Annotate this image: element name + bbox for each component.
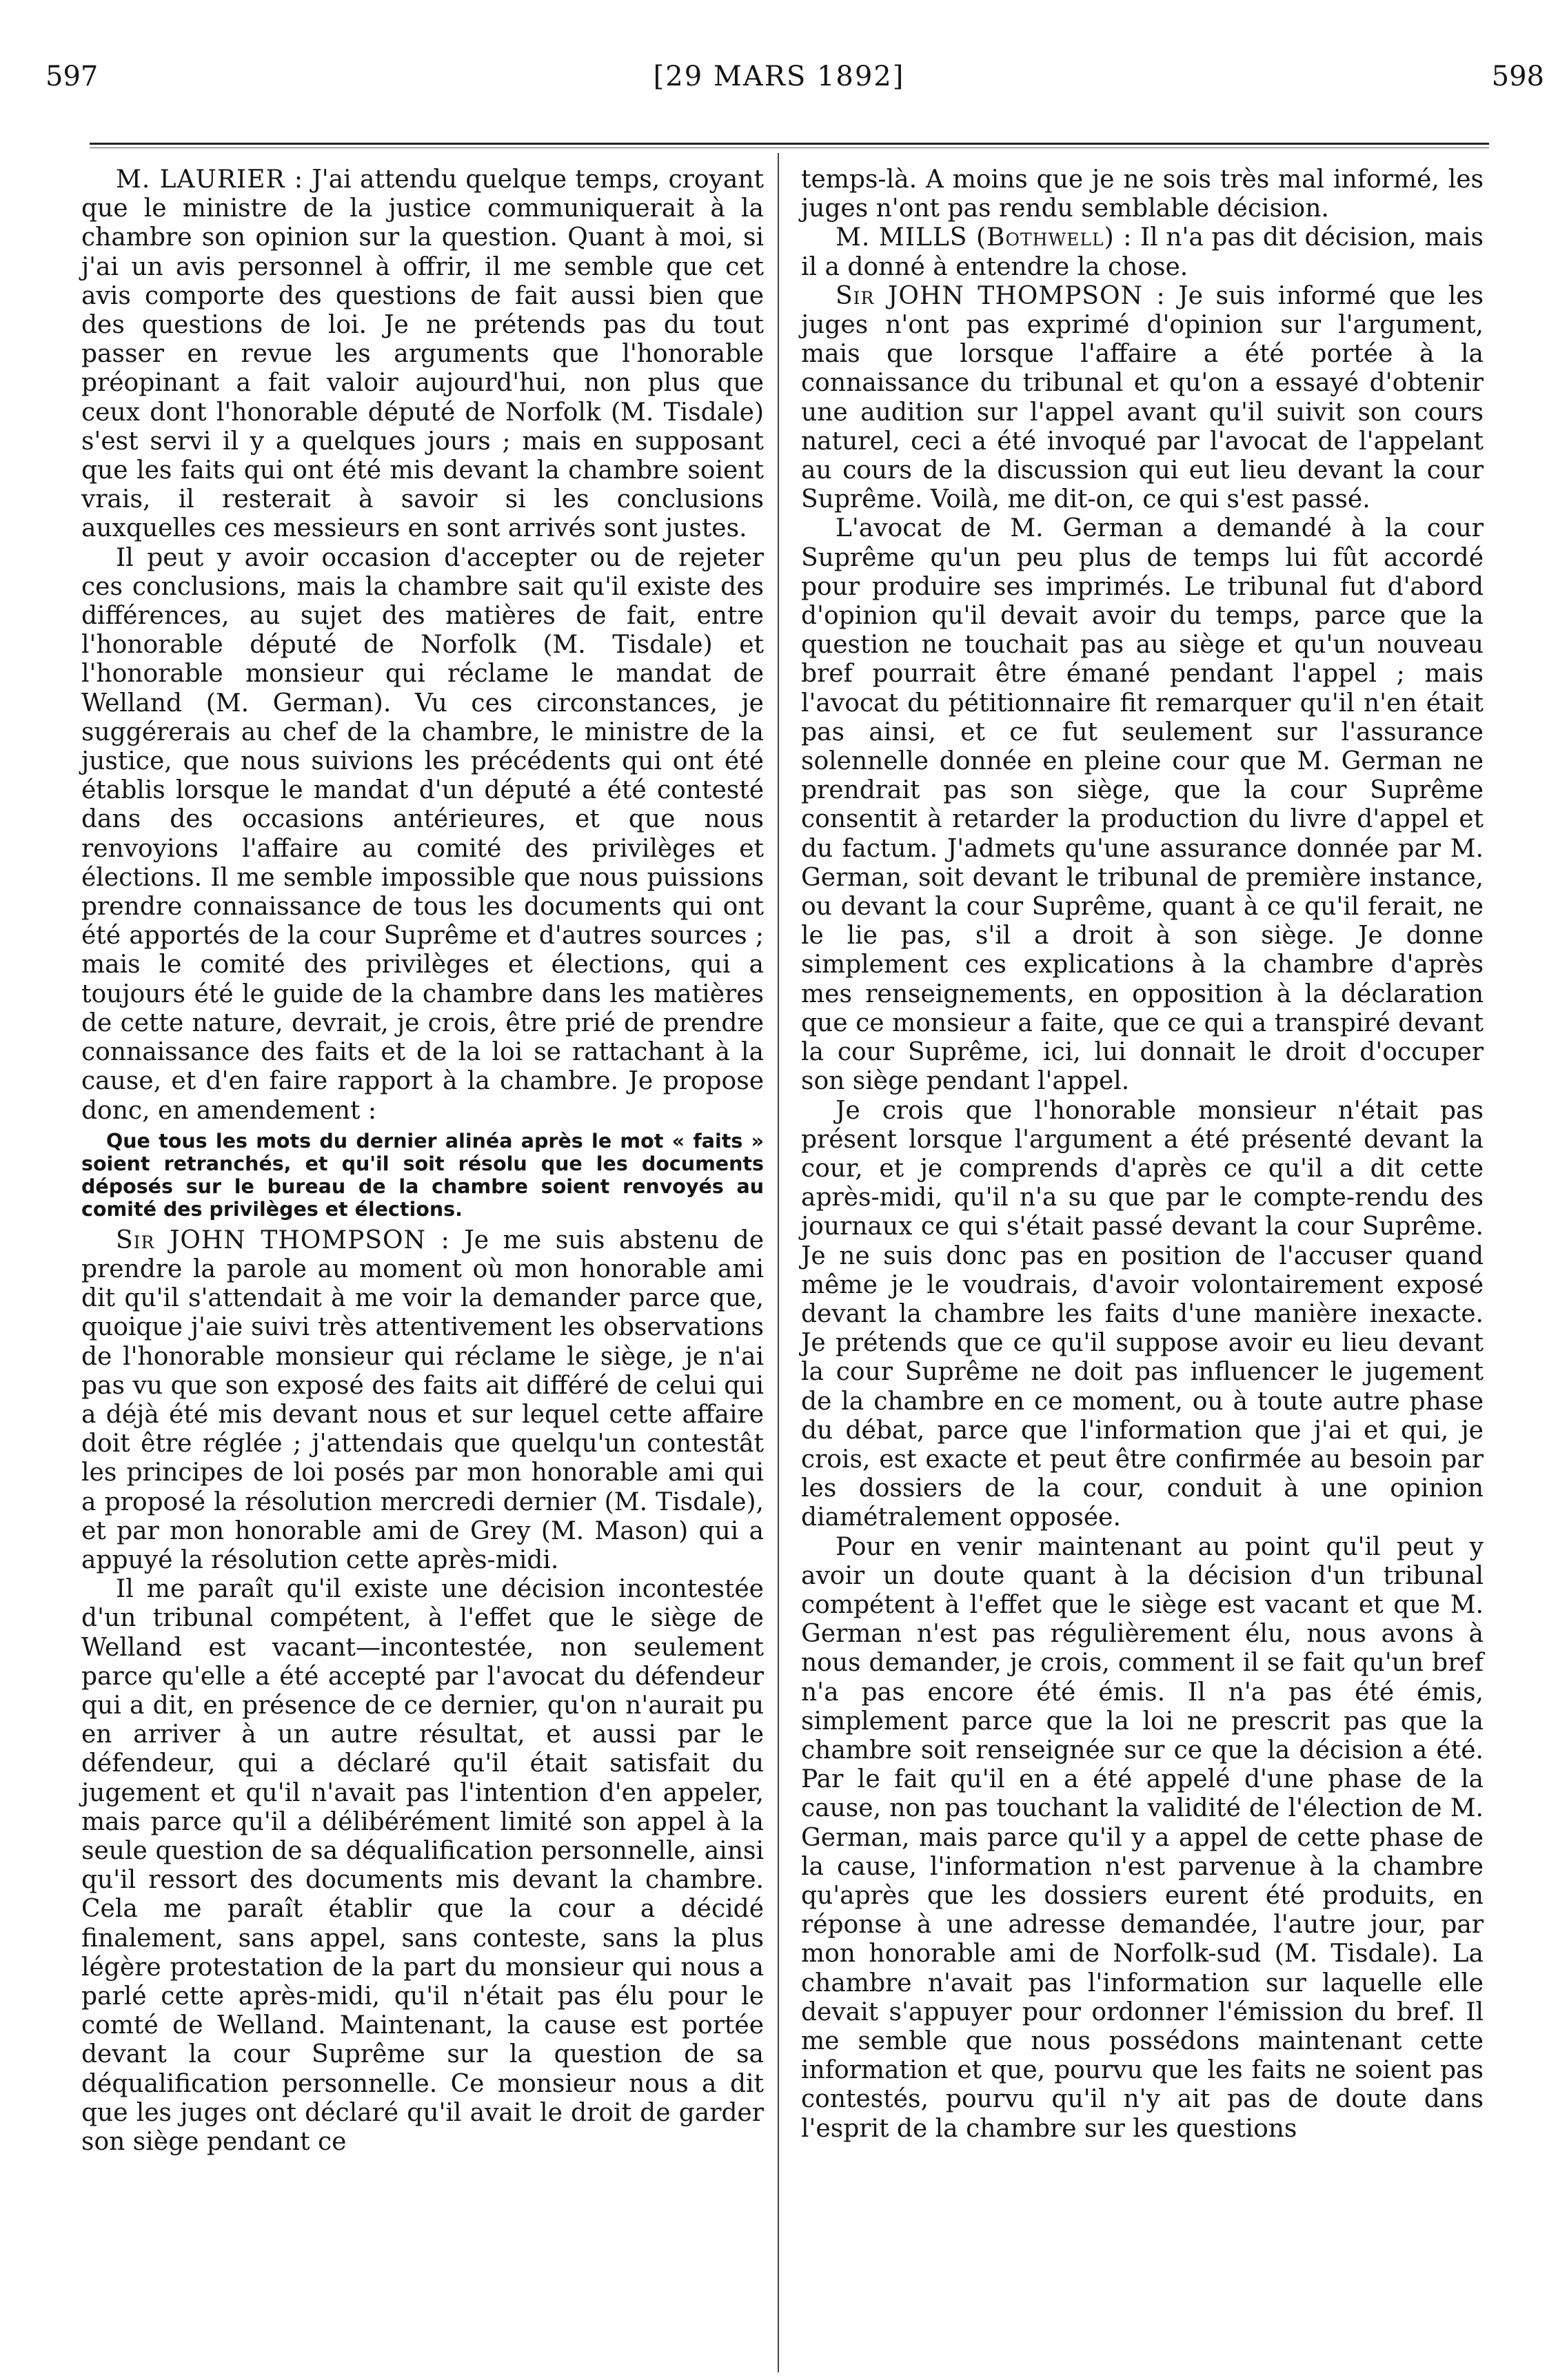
page-number-right: 598	[1491, 61, 1544, 92]
speaker-name: M. MILLS (Bothwell) :	[836, 223, 1133, 252]
paragraph-text: temps-là. A moins que je ne sois très mal informé, les juges n'ont pas rendu semblable décision.	[801, 165, 1484, 223]
paragraph-text: L'avocat de M. German a demandé à la cour Suprême qu'un peu plus de temps lui fût accordé pour produire ses imprimés. Le tribunal fut d'abord d'opinion qu'il devait avoir du temps, parce que la question ne touchait pas au siège et qu'un nouveau bref pourrait être émané pendant l'appel ; mais l'avocat du pétitionnaire fit remarquer qu'il n'en était pas ainsi, et ce fut seulement sur l'assurance solennelle donnée en pleine cour que M. German ne prendrait pas son siège, que la cour Suprême consentit à retarder la production du livre d'appel et du factum. J'admets qu'une assurance donnée par M. German, soit devant le tribunal de première instance, ou devant la cour Suprême, quant à ce qu'il ferait, ne le lie pas, s'il a droit à son siège. Je donne simplement ces explications à la chambre d'après mes renseignements, en opposition à la déclaration que ce monsieur a faite, que ce qui a transpiré devant la cour Suprême, ici, lui donnait le droit d'occuper son siège pendant l'appel.	[801, 514, 1484, 1096]
paragraph	[81, 1575, 764, 2157]
paragraph-text: Je me suis abstenu de prendre la parole au moment où mon honorable ami dit qu'il s'attendait à me voir la demander parce que, quoique j'aie suivi très attentivement les observations de l'honorable monsieur qui réclame le siège, je n'ai pas vu que son exposé des faits ait différé de celui qui a déjà été mis devant nous et sur lequel cette affaire doit être réglée ; j'attendais que quelqu'un contestât les principes de loi posés par mon honorable ami qui a proposé la résolution mercredi dernier (M. Tisdale), et par mon honorable ami de Grey (M. Mason) qui a appuyé la résolution cette après-midi.	[81, 1225, 764, 1574]
page-date: [29 MARS 1892]	[653, 61, 905, 92]
paragraph	[81, 1226, 764, 1575]
paragraph	[801, 282, 1484, 515]
header-rule	[90, 143, 1489, 145]
motion-text	[81, 1130, 764, 1221]
paragraph-text: J'ai attendu quelque temps, croyant que le ministre de la justice communiquerait à la chambre son opinion sur la question. Quant à moi, si j'ai un avis personnel à offrir, il me semble que cet avis comporte des questions de fait aussi bien que des questions de loi. Je ne prétends pas du tout passer en revue les arguments que l'honorable préopinant a fait valoir aujourd'hui, non plus que ceux dont l'honorable député de Norfolk (M. Tisdale) s'est servi il y a quelques jours ; mais en supposant que les faits qui ont été mis devant la chambre soient vrais, il resterait à savoir si les conclusions auxquelles ces messieurs en sont arrivés sont justes.	[81, 165, 764, 543]
speaker-name: Sir JOHN THOMPSON :	[116, 1225, 450, 1254]
page-number-left: 597	[45, 61, 99, 92]
paragraph	[801, 1533, 1484, 2144]
paragraph-text: Il me paraît qu'il existe une décision incontestée d'un tribunal compétent, à l'effet que le siège de Welland est vacant—incontestée, non seulement parce qu'elle a été accepté par l'avocat du défendeur qui a dit, en présence de ce dernier, qu'on n'aurait pu en arriver à un autre résultat, et aussi par le défendeur, qui a déclaré qu'il était satisfait du jugement et qu'il n'avait pas l'intention d'en appeler, mais parce qu'il a délibérément limité son appel à la seule question de sa déqualification personnelle, ainsi qu'il ressort des documents mis devant la chambre. Cela me paraît établir que la cour a décidé finalement, sans appel, sans conteste, sans la plus légère protestation de la part du monsieur qui nous a parlé cette après-midi, qu'il n'était pas élu pour le comté de Welland. Maintenant, la cause est portée devant la cour Suprême sur la question de sa déqualification personnelle. Ce monsieur nous a dit que les juges ont déclaré qu'il avait le droit de garder son siège pendant ce	[81, 1575, 764, 2156]
paragraph-continuation	[801, 165, 1484, 223]
column-divider	[778, 153, 779, 2372]
right-column	[801, 165, 1484, 2144]
paragraph-text: Je suis informé que les juges n'ont pas exprimé d'opinion sur l'argument, mais que lorsque l'affaire a été portée à la connaissance du tribunal et qu'on a essayé d'obtenir une audition sur l'appel avant qu'il suivit son cours naturel, ceci a été invoqué par l'avocat de l'appelant au cours de la discussion qui eut lieu devant la cour Suprême. Voilà, me dit-on, ce qui s'est passé.	[801, 281, 1484, 514]
paragraph-text: Il n'a pas dit décision, mais il a donné à entendre la chose.	[801, 223, 1484, 281]
left-column	[81, 165, 764, 2157]
paragraph	[801, 514, 1484, 1096]
paragraph-text: Je crois que l'honorable monsieur n'était pas présent lorsque l'argument a été présenté devant la cour, et je comprends d'après ce qu'il a dit cette après-midi, qu'il n'a su que par le compte-rendu des journaux ce qui s'était passé devant la cour Suprême. Je ne suis donc pas en position de l'accuser quand même je le voudrais, d'avoir volontairement exposé devant la chambre les faits d'une manière inexacte. Je prétends que ce qu'il suppose avoir eu lieu devant la cour Suprême ne doit pas influencer le jugement de la chambre en ce moment, ou à toute autre phase du débat, parce que l'information que j'ai et qui, je crois, est exacte et peut être confirmée au besoin par les dossiers de la cour, conduit à une opinion diamétralement opposée.	[801, 1096, 1484, 1532]
page-header	[0, 61, 1558, 109]
paragraph	[81, 544, 764, 1126]
speaker-name: M. LAURIER :	[116, 165, 304, 194]
paragraph-text: Pour en venir maintenant au point qu'il peut y avoir un doute quant à la décision d'un tribunal compétent à l'effet que le siège est vacant et que M. German n'est pas régulièrement élu, nous avons à nous demander, je crois, comment il se fait qu'un bref n'a pas encore été émis. Il n'a pas été émis, simplement parce que la loi ne prescrit pas que la chambre soit renseignée sur ce que la décision a été. Par le fait qu'il en a été appelé d'une phase de la cause, non pas touchant la validité de l'élection de M. German, mais parce qu'il y a appel de cette phase de la cause, l'information n'est parvenue à la chambre qu'après que les dossiers eurent été produits, en réponse à une adresse demandée, l'autre jour, par mon honorable ami de Norfolk-sud (M. Tisdale). La chambre n'avait pas l'information sur laquelle elle devait s'appuyer pour ordonner l'émission du bref. Il me semble que nous possédons maintenant cette information et que, pourvu que les faits ne soient pas contestés, pourvu qu'il n'y ait pas de doute dans l'esprit de la chambre sur les questions	[801, 1532, 1484, 2143]
motion-body: Que tous les mots du dernier alinéa après le mot « faits » soient retranchés, et qu'il soit résolu que les documents déposés sur le bureau de la chambre soient renvoyés au comité des privilèges et élections.	[81, 1129, 764, 1221]
paragraph	[801, 1097, 1484, 1533]
speaker-name: Sir JOHN THOMPSON :	[836, 281, 1166, 310]
paragraph	[801, 223, 1484, 281]
paragraph-text: Il peut y avoir occasion d'accepter ou de rejeter ces conclusions, mais la chambre sait qu'il existe des différences, au sujet des matières de fait, entre l'honorable député de Norfolk (M. Tisdale) et l'honorable monsieur qui réclame le mandat de Welland (M. German). Vu ces circonstances, je suggérerais au chef de la chambre, le ministre de la justice, que nous suivions les précédents qui ont été établis lorsque le mandat d'un député a été contesté dans des occasions antérieures, et que nous renvoyions l'affaire au comité des privilèges et élections. Il me semble impossible que nous puissions prendre connaissance de tous les documents qui ont été apportés de la cour Suprême et d'autres sources ; mais le comité des privilèges et élections, qui a toujours été le guide de la chambre dans les matières de cette nature, devrait, je crois, être prié de prendre connaissance des faits et de la loi se rattachant à la cause, et d'en faire rapport à la chambre. Je propose donc, en amendement :	[81, 543, 764, 1125]
paragraph	[81, 165, 764, 544]
